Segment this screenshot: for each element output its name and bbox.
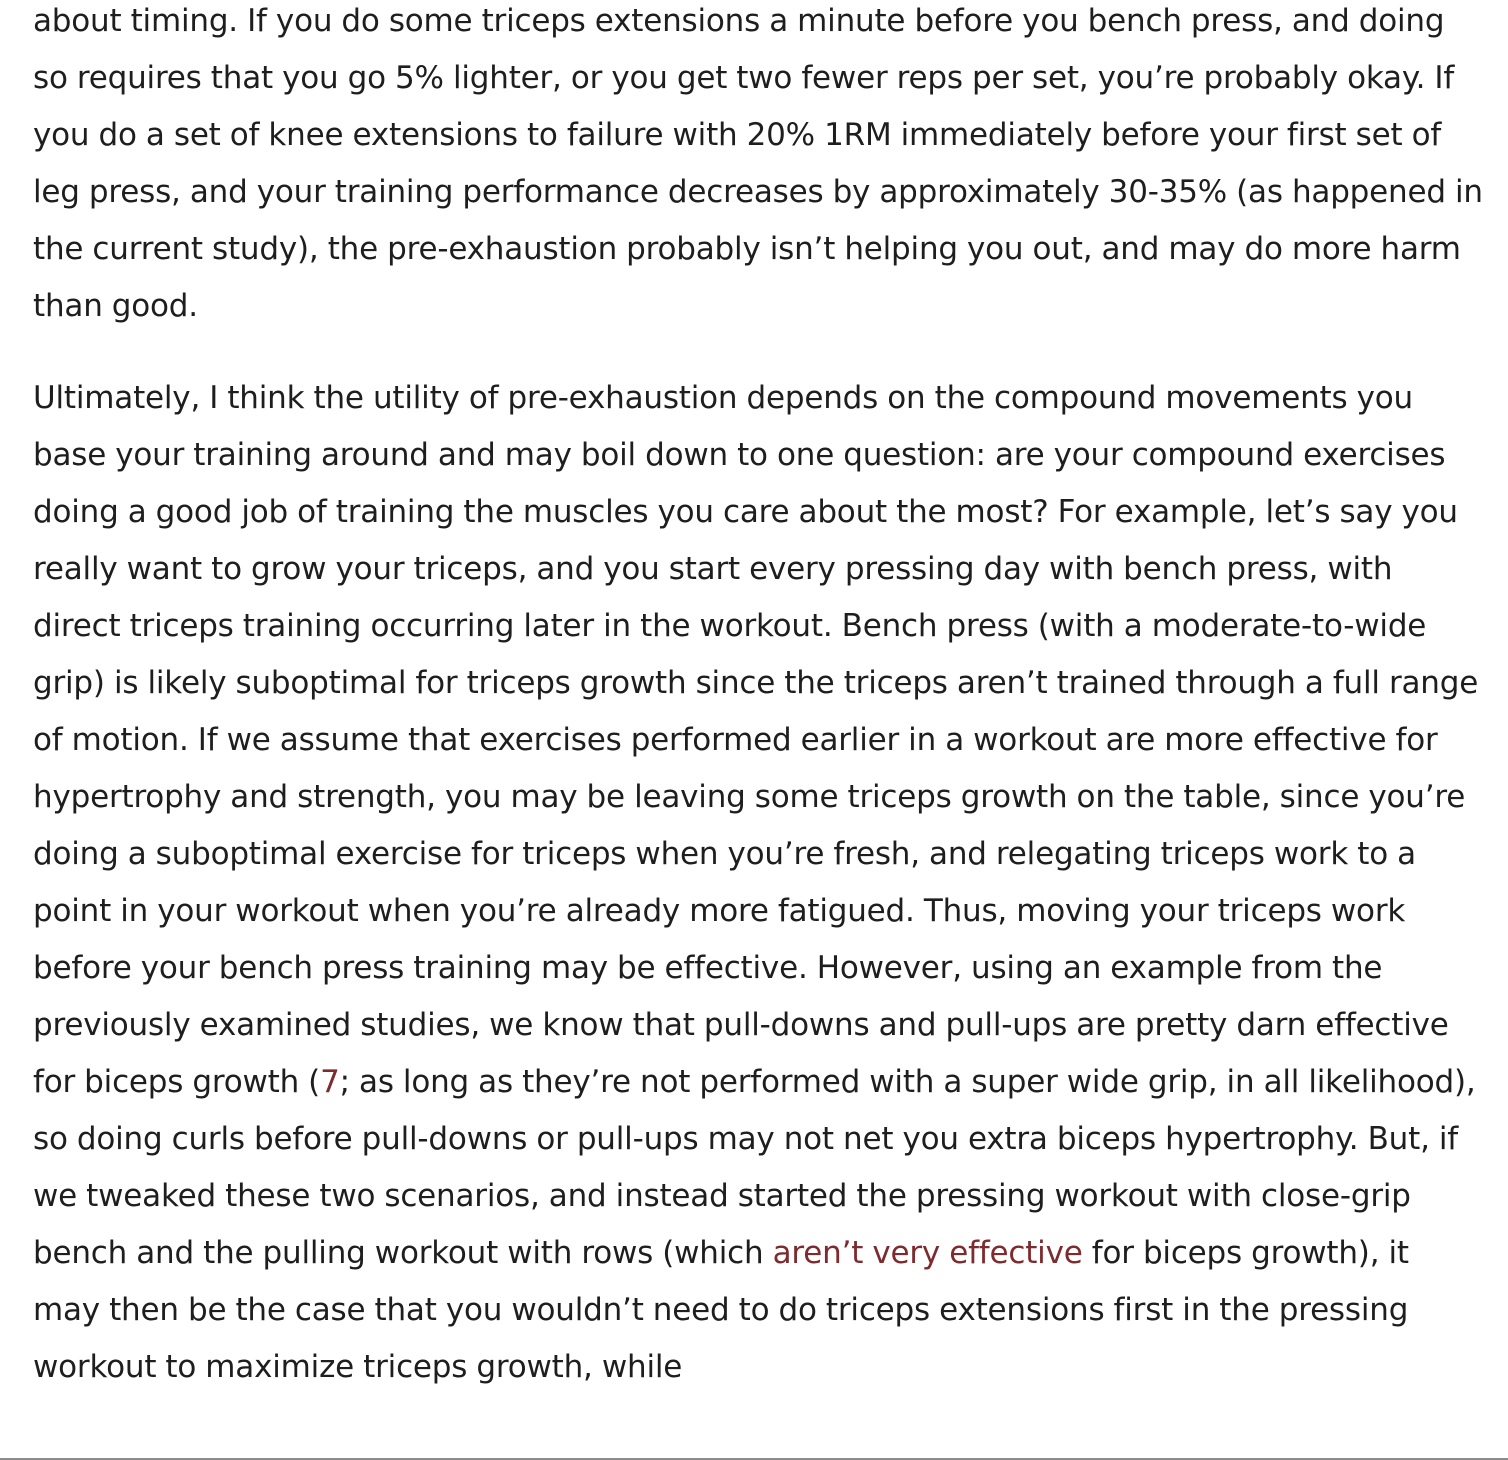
paragraph-utility bbox=[33, 370, 1483, 1396]
paragraph-text-segment: Ultimately, I think the utility of pre-exhaustion depends on the compound movements you base your training around and may boil down to one question: are your compound exercises doing a good job of training the muscles you care about the most? For example, let’s say you really want to grow your triceps, and you start every pressing day with bench press, with direct triceps training occurring later in the workout. Bench press (with a moderate-to-wide grip) is likely suboptimal for triceps growth since the triceps aren’t trained through a full range of motion. If we assume that exercises performed earlier in a workout are more effective for hypertrophy and strength, you may be leaving some triceps growth on the table, since you’re doing a suboptimal exercise for triceps when you’re fresh, and relegating triceps work to a point in your workout when you’re already more fatigued. Thus, moving your triceps work before your bench press training may be effective. However, using an example from the previously examined studies, we know that pull-downs and pull-ups are pretty darn effective for biceps growth ( bbox=[33, 380, 1479, 1100]
paragraph-text-segment: ; as long as they’re not performed with a super wide grip, in all likelihood), so doing curls before pull-downs or pull-ups may not net you extra biceps hypertrophy. But, if we tweaked these two scenarios, and instead started the pressing workout with close-grip bench and the pulling workout with rows (which bbox=[33, 1064, 1476, 1271]
paragraph-timing: about timing. If you do some triceps extensions a minute before you bench press, and doing so requires that you go 5% lighter, or you get two fewer reps per set, you’re probably okay. If you do a set of knee extensions to failure with 20% 1RM immediately before your first set of leg press, and your training performance decreases by approximately 30-35% (as happened in the current study), the pre-exhaustion probably isn’t helping you out, and may do more harm than good. bbox=[33, 3, 1483, 324]
paragraph-text-segment: for biceps growth), it may then be the case that you wouldn’t need to do triceps extensions first in the pressing workout to maximize triceps growth, while bbox=[33, 1235, 1409, 1385]
arent-very-effective-link[interactable]: aren’t very effective bbox=[772, 1235, 1083, 1271]
article-body bbox=[33, 0, 1483, 1396]
reference-link-7[interactable]: 7 bbox=[320, 1064, 340, 1100]
